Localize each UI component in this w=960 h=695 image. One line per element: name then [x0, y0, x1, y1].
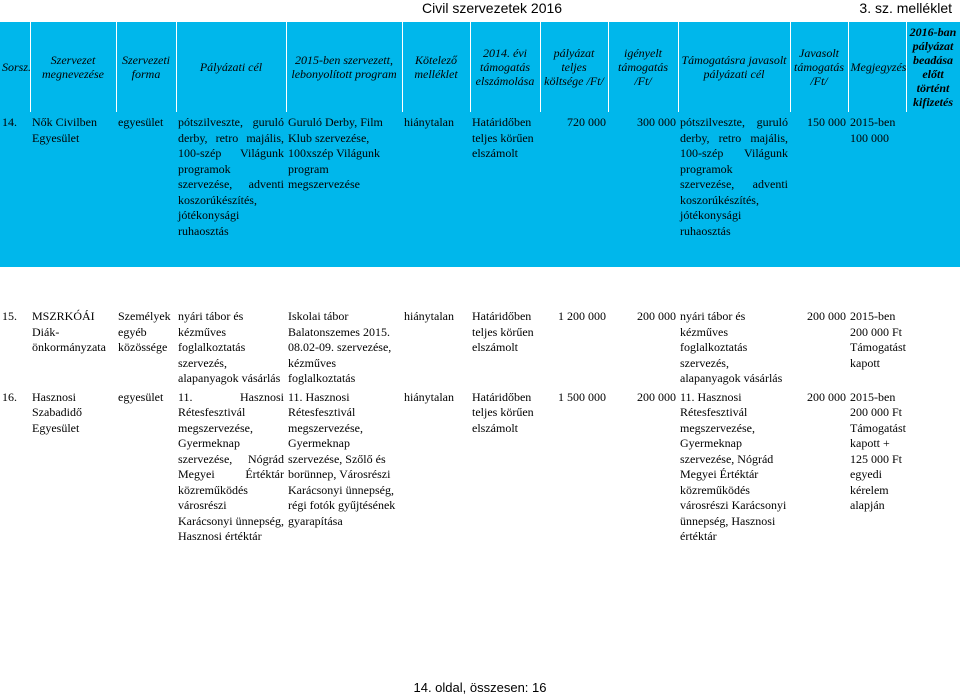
- header-cell: Kötelező melléklet: [402, 22, 470, 112]
- proposed-goal: 11. Hasznosi Rétesfesztivál megszervezése, Gyermeknap szervezése, Nógrád Megyei Értéktár közreműködés városrészi Karácsonyi ünnepség, Hasznosi értéktár: [678, 387, 790, 545]
- mandatory-annex: hiánytalan: [402, 112, 470, 267]
- proposed-amount: 200 000: [790, 387, 848, 545]
- table-row: [0, 306, 960, 387]
- proposed-amount: 150 000: [790, 112, 848, 267]
- prior-payment: [906, 306, 960, 387]
- header-cell: Szervezet megnevezése: [30, 22, 116, 112]
- document-title: Civil szervezetek 2016: [422, 0, 563, 16]
- remark: 2015-ben 100 000: [848, 112, 906, 267]
- prior-payment: [906, 387, 960, 545]
- header-cell: Pályázati cél: [176, 22, 286, 112]
- remark: 2015-ben 200 000 Ft Támogatást kapott + 125 000 Ft egyedi kérelem alapján: [848, 387, 906, 545]
- organization-form: egyesület: [116, 387, 176, 545]
- organization-form: egyesület: [116, 112, 176, 267]
- grants-table: [0, 22, 960, 545]
- page-footer: 14. oldal, összesen: 16: [413, 680, 547, 695]
- header-cell: Sorsz.: [0, 22, 30, 112]
- application-goal: 11. Hasznosi Rétesfesztivál megszervezése, Gyermeknap szervezése, Nógrád Megyei Értéktár közreműködés városrészi Karácsonyi ünnepség, Hasznosi értéktár: [176, 387, 286, 545]
- row-spacer: [0, 267, 960, 306]
- remark: 2015-ben 200 000 Ft Támogatást kapott: [848, 306, 906, 387]
- organization-name: MSZRKÓÁI Diák-önkormányzata: [30, 306, 116, 387]
- settlement-2014: Határidőben teljes körűen elszámolt: [470, 387, 540, 545]
- settlement-2014: Határidőben teljes körűen elszámolt: [470, 306, 540, 387]
- header-cell: Szervezeti forma: [116, 22, 176, 112]
- organization-form: Személyek egyéb közössége: [116, 306, 176, 387]
- header-cell: 2016-ban pályázat beadása előtt történt kifizetés: [906, 22, 960, 112]
- requested-amount: 300 000: [608, 112, 678, 267]
- application-goal: pótszilveszte, guruló derby, retro majális, 100-szép Világunk programok szervezése, adventi koszorúkészítés, jótékonysági ruhaosztás: [176, 112, 286, 267]
- row-number: 16.: [0, 387, 30, 545]
- proposed-goal: nyári tábor és kézműves foglalkoztatás szervezés, alapanyagok vásárlás: [678, 306, 790, 387]
- application-goal: nyári tábor és kézműves foglalkoztatás szervezés, alapanyagok vásárlás: [176, 306, 286, 387]
- total-cost: 1 500 000: [540, 387, 608, 545]
- program-2015: 11. Hasznosi Rétesfesztivál megszervezése, Gyermeknap szervezése, Szőlő és borünnep, Városrészi Karácsonyi ünnepség, régi fotók gyűjtésének gyarapítása: [286, 387, 402, 545]
- header-cell: pályázat teljes költsége /Ft/: [540, 22, 608, 112]
- requested-amount: 200 000: [608, 306, 678, 387]
- proposed-goal: pótszilveszte, guruló derby, retro majális, 100-szép Világunk programok szervezése, adventi koszorúkészítés, jótékonysági ruhaosztás: [678, 112, 790, 267]
- annex-label: 3. sz. melléklet: [859, 0, 952, 16]
- settlement-2014: Határidőben teljes körűen elszámolt: [470, 112, 540, 267]
- row-number: 15.: [0, 306, 30, 387]
- header-cell: Javasolt támogatás /Ft/: [790, 22, 848, 112]
- proposed-amount: 200 000: [790, 306, 848, 387]
- mandatory-annex: hiánytalan: [402, 387, 470, 545]
- program-2015: Guruló Derby, Film Klub szervezése, 100xszép Világunk program megszervezése: [286, 112, 402, 267]
- header-cell: igényelt támogatás /Ft/: [608, 22, 678, 112]
- header-cell: Támogatásra javasolt pályázati cél: [678, 22, 790, 112]
- requested-amount: 200 000: [608, 387, 678, 545]
- total-cost: 720 000: [540, 112, 608, 267]
- mandatory-annex: hiánytalan: [402, 306, 470, 387]
- header-cell: 2015-ben szervezett, lebonyolított program: [286, 22, 402, 112]
- table-header-row: [0, 22, 960, 112]
- table-row: [0, 387, 960, 545]
- prior-payment: [906, 112, 960, 267]
- program-2015: Iskolai tábor Balatonszemes 2015. 08.02-09. szervezése, kézműves foglalkoztatás: [286, 306, 402, 387]
- header-cell: 2014. évi támogatás elszámolása: [470, 22, 540, 112]
- table-row: [0, 112, 960, 267]
- header-cell: Megjegyzés: [848, 22, 906, 112]
- total-cost: 1 200 000: [540, 306, 608, 387]
- organization-name: Hasznosi Szabadidő Egyesület: [30, 387, 116, 545]
- row-number: 14.: [0, 112, 30, 267]
- organization-name: Nők Civilben Egyesület: [30, 112, 116, 267]
